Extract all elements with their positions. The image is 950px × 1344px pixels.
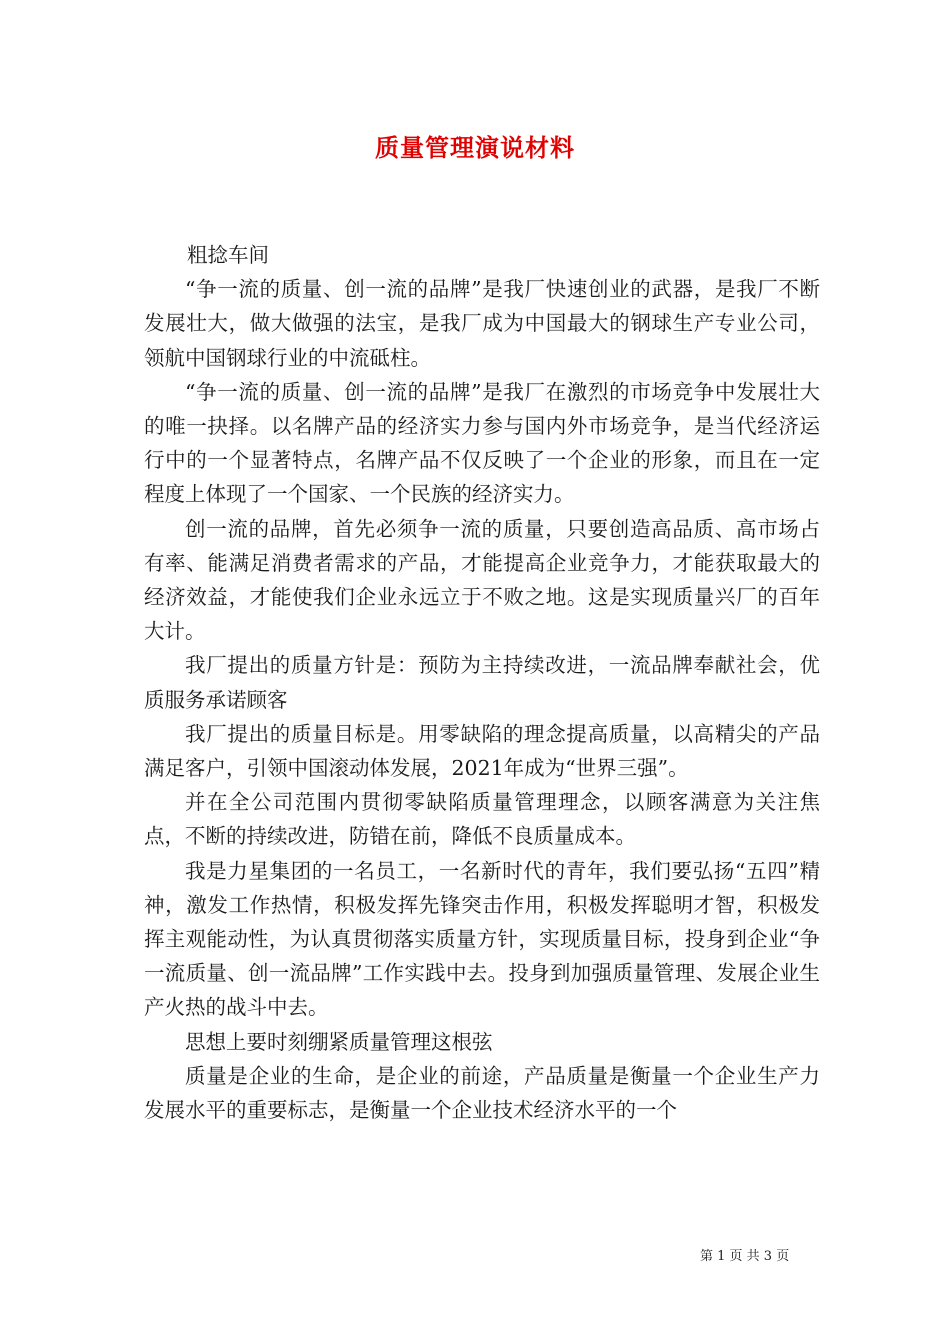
paragraph: 创一流的品牌，首先必须争一流的质量，只要创造高品质、高市场占有率、能满足消费者需求的产品，才能提高企业竞争力，才能获取最大的经济效益，才能使我们企业永远立于不败之地。这是实现质量兴厂的百年大计。 xyxy=(144,516,820,644)
paragraph: “争一流的质量、创一流的品牌”是我厂快速创业的武器，是我厂不断发展壮大，做大做强的法宝，是我厂成为中国最大的钢球生产专业公司，领航中国钢球行业的中流砥柱。 xyxy=(144,277,820,370)
paragraph: 我是力星集团的一名员工，一名新时代的青年，我们要弘扬“五四”精神，激发工作热情，积极发挥先锋突击作用，积极发挥聪明才智，积极发挥主观能动性，为认真贯彻落实质量方针，实现质量目标，投身到企业“争一流质量、创一流品牌”工作实践中去。投身到加强质量管理、发展企业生产火热的战斗中去。 xyxy=(144,858,820,1020)
paragraph: “争一流的质量、创一流的品牌”是我厂在激烈的市场竞争中发展壮大的唯一抉择。以名牌产品的经济实力参与国内外市场竞争，是当代经济运行中的一个显著特点，名牌产品不仅反映了一个企业的形象，而且在一定程度上体现了一个国家、一个民族的经济实力。 xyxy=(144,379,820,507)
paragraph: 我厂提出的质量方针是：预防为主持续改进，一流品牌奉献社会，优质服务承诺顾客 xyxy=(144,653,820,712)
page-number: 第 1 页 共 3 页 xyxy=(700,1249,790,1264)
document-title: 质量管理演说材料 xyxy=(375,133,575,162)
document-body xyxy=(144,238,820,1127)
paragraph: 并在全公司范围内贯彻零缺陷质量管理理念，以顾客满意为关注焦点，不断的持续改进，防错在前，降低不良质量成本。 xyxy=(144,790,820,849)
paragraph: 质量是企业的生命，是企业的前途，产品质量是衡量一个企业生产力发展水平的重要标志，是衡量一个企业技术经济水平的一个 xyxy=(144,1063,820,1123)
section-heading-workshop: 粗捻车间 xyxy=(187,243,270,267)
section-heading-quality-mindset: 思想上要时刻绷紧质量管理这根弦 xyxy=(185,1029,493,1054)
paragraph: 我厂提出的质量目标是。用零缺陷的理念提高质量，以高精尖的产品满足客户，引领中国滚动体发展，2021年成为“世界三强”。 xyxy=(144,721,820,781)
